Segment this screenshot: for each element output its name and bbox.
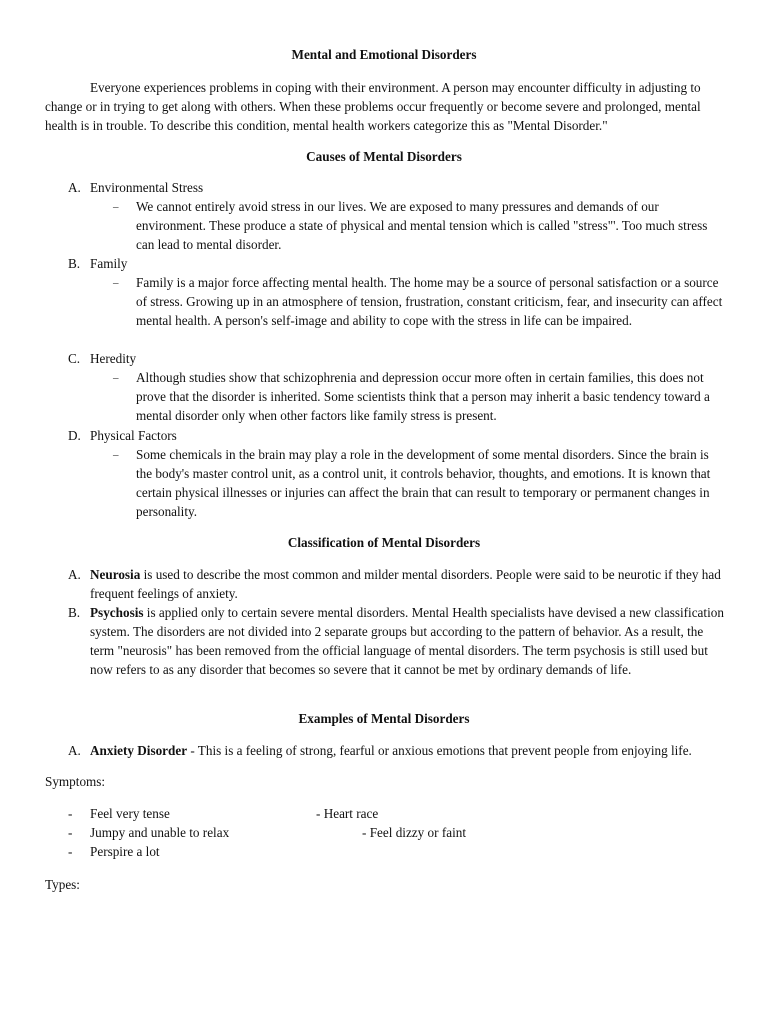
example-term: Anxiety Disorder xyxy=(90,743,188,758)
intro-paragraph: Everyone experiences problems in coping with their environment. A person may encounter difficulty in adjusting to change or in trying to get along with others. When these problems occur frequently or become severe and prolonged, mental health is in trouble. To describe this condition, mental health workers categorize this as "Mental Disorder." xyxy=(45,80,701,133)
cause-letter: B. xyxy=(68,256,81,271)
classification-text: is applied only to certain severe mental disorders. Mental Health specialists have devised a new classification system. The disorders are not divided into 2 separate groups but according to the pattern of behavior. As a result, the term "neurosis" has been removed from the official language of mental disorders. The term psychosis is still used but now refers to as any disorder that becomes so severe that it cannot be met by ordinary demands of life. xyxy=(90,605,724,677)
examples-heading: Examples of Mental Disorders xyxy=(298,711,470,726)
cause-letter: D. xyxy=(68,428,81,443)
types-label: Types: xyxy=(45,877,80,892)
cause-text: Family is a major force affecting mental health. The home may be a source of personal satisfaction or a source of stress. Growing up in an atmosphere of tension, frustration, constant criticism, fear, and insecurity can affect mental health. A person's self-image and ability to cope with the stress in life can be impaired. xyxy=(136,275,723,328)
classification-term: Neurosia xyxy=(90,567,141,582)
cause-bullet: – xyxy=(113,449,119,461)
example-item xyxy=(90,741,750,760)
symptom-item: Jumpy and unable to relax xyxy=(90,825,230,840)
cause-bullet: – xyxy=(113,277,119,289)
cause-label: Physical Factors xyxy=(90,428,177,443)
classification-item xyxy=(90,603,730,679)
symptom-item: Feel very tense xyxy=(90,806,170,821)
symptom-item: - Heart race xyxy=(316,806,379,821)
symptom-dash: - xyxy=(68,844,73,859)
cause-letter: A. xyxy=(68,180,81,195)
cause-text: Some chemicals in the brain may play a role in the development of some mental disorders. Since the brain is the body's master control unit, as a control unit, it controls behavior, thoughts, and emotions. It is known that certain physical illnesses or injuries can affect the brain that can result to temporary or permanent changes in personality. xyxy=(136,447,711,519)
cause-text: Although studies show that schizophrenia and depression occur more often in certain families, this does not prove that the disorder is inherited. Some scientists think that a person may inherit a basic tendency toward a mental disorder only when other factors like family stress is present. xyxy=(136,370,710,423)
symptom-item: Perspire a lot xyxy=(90,844,160,859)
cause-text: We cannot entirely avoid stress in our lives. We are exposed to many pressures and demands of our environment. These produce a state of physical and mental tension which is called "stress"'. Too much stress can lead to mental disorder. xyxy=(136,199,708,252)
document-title: Mental and Emotional Disorders xyxy=(291,47,477,62)
example-letter: A. xyxy=(68,743,81,758)
causes-heading: Causes of Mental Disorders xyxy=(306,149,462,164)
symptom-dash: - xyxy=(68,806,73,821)
symptom-dash: - xyxy=(68,825,73,840)
cause-letter: C. xyxy=(68,351,81,366)
classification-letter: A. xyxy=(68,567,81,582)
cause-label: Family xyxy=(90,256,128,271)
symptoms-label: Symptoms: xyxy=(45,774,106,789)
example-text: - This is a feeling of strong, fearful or anxious emotions that prevent people from enjoying life. xyxy=(187,743,692,758)
cause-label: Heredity xyxy=(90,351,137,366)
classification-letter: B. xyxy=(68,605,81,620)
cause-bullet: – xyxy=(113,372,119,384)
classification-term: Psychosis xyxy=(90,605,144,620)
cause-label: Environmental Stress xyxy=(90,180,204,195)
classification-item xyxy=(90,565,730,603)
cause-bullet: – xyxy=(113,201,119,213)
symptom-item: - Feel dizzy or faint xyxy=(362,825,466,840)
classification-text: is used to describe the most common and milder mental disorders. People were said to be neurotic if they had frequent feelings of anxiety. xyxy=(90,567,721,601)
classification-heading: Classification of Mental Disorders xyxy=(287,535,481,550)
